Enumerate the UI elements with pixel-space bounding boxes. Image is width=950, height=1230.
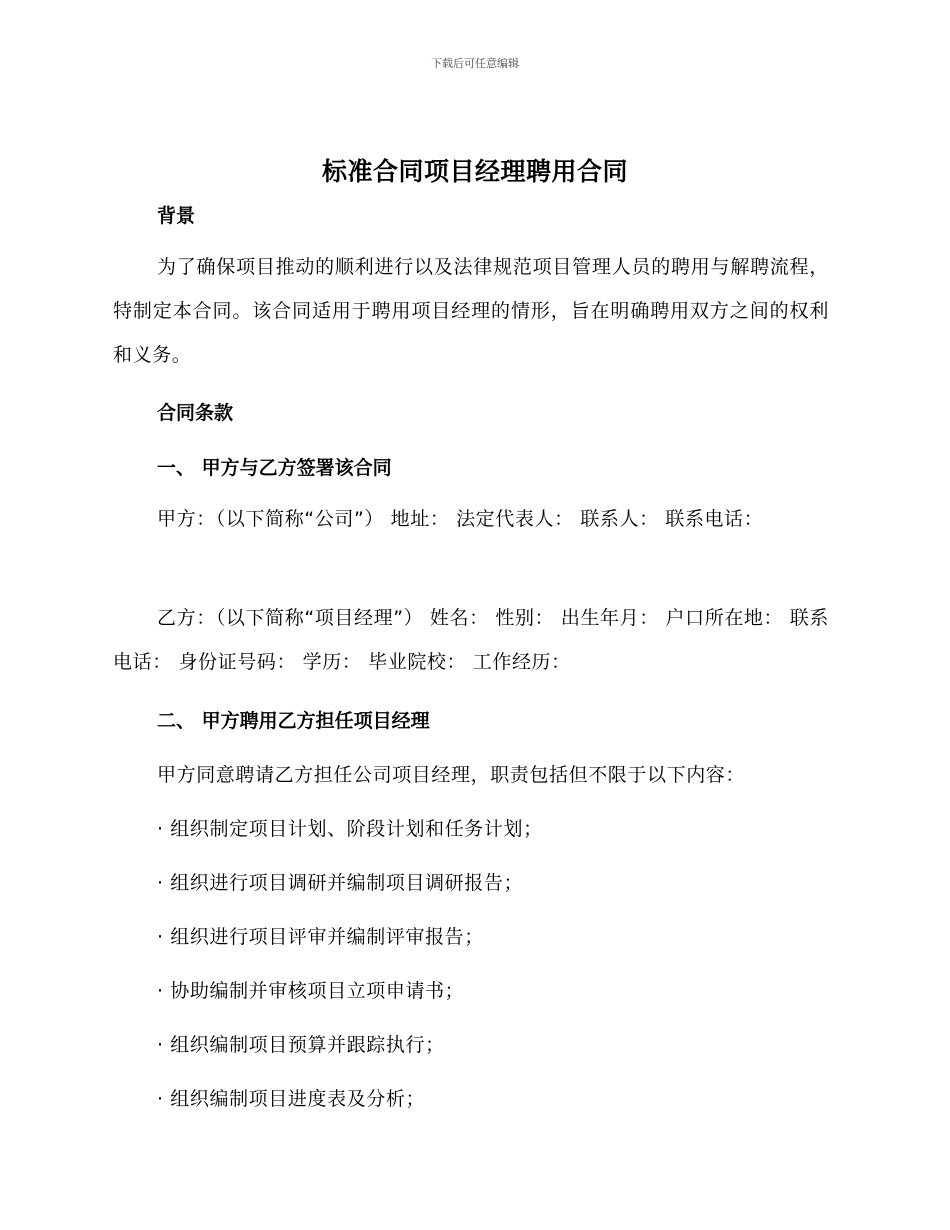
- background-heading: 背景: [157, 205, 196, 227]
- section2-intro: 甲方同意聘请乙方担任公司项目经理，职责包括但不限于以下内容：: [157, 764, 746, 786]
- duty-item: · 组织进行项目调研并编制项目调研报告；: [157, 872, 524, 894]
- party-b-paragraph: 乙方：（以下简称“项目经理”） 姓名： 性别： 出生年月： 户口所在地： 联系电话： 身份证号码： 学历： 毕业院校： 工作经历：: [113, 607, 829, 673]
- duty-item: · 协助编制并审核项目立项申请书；: [157, 980, 465, 1002]
- duty-item: · 组织编制项目预算并跟踪执行；: [157, 1034, 445, 1056]
- duty-item: · 组织进行项目评审并编制评审报告；: [157, 926, 484, 948]
- section1-heading: 一、 甲方与乙方签署该合同: [157, 457, 392, 479]
- party-a-paragraph: 甲方：（以下简称“公司”） 地址： 法定代表人： 联系人： 联系电话：: [157, 508, 764, 530]
- duty-item: · 组织制定项目计划、阶段计划和任务计划；: [157, 818, 543, 840]
- section2-heading: 二、 甲方聘用乙方担任项目经理: [157, 710, 430, 732]
- duty-item: · 组织编制项目进度表及分析；: [157, 1088, 426, 1110]
- document-title: 标准合同项目经理聘用合同: [321, 157, 628, 186]
- terms-heading: 合同条款: [157, 402, 234, 424]
- background-paragraph: 为了确保项目推动的顺利进行以及法律规范项目管理人员的聘用与解聘流程，特制定本合同。该合同适用于聘用项目经理的情形，旨在明确聘用双方之间的权利和义务。: [113, 256, 829, 366]
- page-header: 下载后可任意编辑: [431, 57, 519, 70]
